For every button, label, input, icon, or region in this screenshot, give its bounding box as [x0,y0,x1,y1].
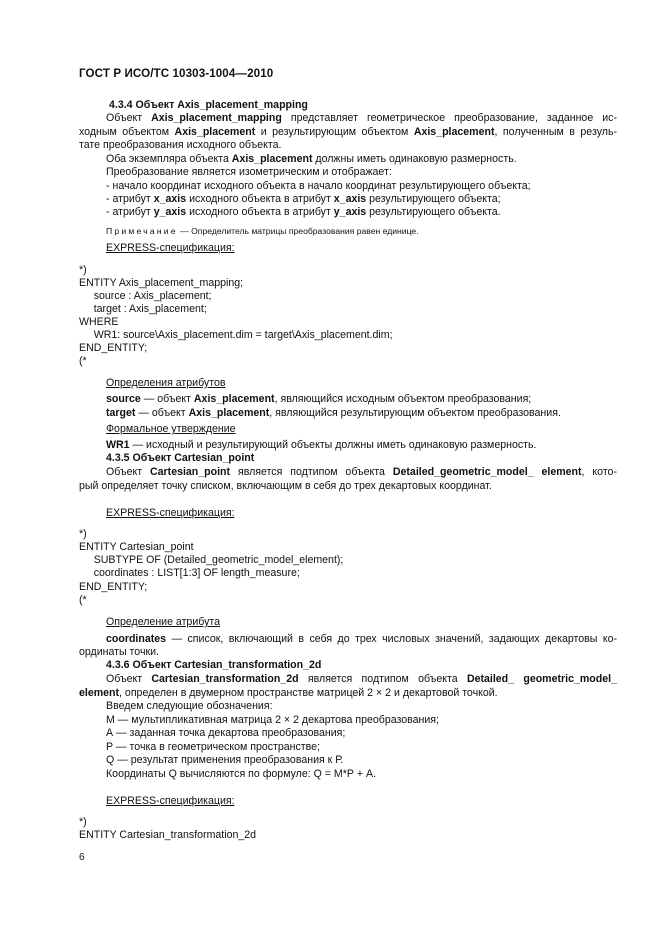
code-line: *) [79,528,87,540]
paragraph-line: Объект Cartesian_point является подтипом объекта Detailed_geometric_model_ element, кото- [106,466,617,478]
paragraph-line: Оба экземпляра объекта Axis_placement должны иметь одинаковую размерность. [106,153,517,165]
note: Примечание — Определитель матрицы преобразования равен единице. [106,226,419,236]
paragraph-line: Введем следующие обозначения: [106,700,273,712]
list-item: - атрибут x_axis исходного объекта в атрибут x_axis результирующего объекта; [106,193,501,205]
code-line: *) [79,264,87,276]
definition-item: М — мультипликативная матрица 2 × 2 декартова преобразования; [106,714,439,726]
paragraph-line: ходным объектом Axis_placement и результирующим объектом Axis_placement, полученным в резуль- [79,126,617,138]
definition-item: Координаты Q вычисляются по формуле: Q = М*Р + А. [106,768,377,780]
paragraph-line: Объект Axis_placement_mapping представляет геометрическое преобразование, заданное ис- [106,112,617,124]
paragraph-line: тате преобразования исходного объекта. [79,139,282,151]
code-line: coordinates : LIST[1:3] OF length_measure; [79,567,300,579]
code-line: END_ENTITY; [79,581,148,593]
rule-definition: WR1 — исходный и результирующий объекты должны иметь одинаковую размерность. [106,439,537,451]
attribute-definition: source — объект Axis_placement, являющийся исходным объектом преобразования; [106,393,532,405]
attribute-definition: target — объект Axis_placement, являющийся результирующим объектом преобразования. [106,407,561,419]
code-line: (* [79,355,87,367]
attributes-heading: Определения атрибутов [106,377,226,389]
attribute-definition: coordinates — список, включающий в себя до трех числовых значений, задающих декартовы ко- [106,633,617,645]
code-line: ENTITY Cartesian_transformation_2d [79,829,257,841]
list-item: - начало координат исходного объекта в начало координат результирующего объекта; [106,180,531,192]
section-heading-434: 4.3.4 Объект Axis_placement_mapping [109,99,308,111]
definition-item: Q — результат применения преобразования к Р. [106,754,344,766]
express-heading: EXPRESS-спецификация: [106,507,235,519]
section-heading-435: 4.3.5 Объект Cartesian_point [106,452,255,464]
attribute-heading: Определение атрибута [106,616,221,628]
document-header: ГОСТ Р ИСО/ТС 10303-1004—2010 [79,67,274,80]
code-line: WR1: source\Axis_placement.dim = target\Axis_placement.dim; [79,329,393,341]
definition-item: Р — точка в геометрическом пространстве; [106,741,321,753]
paragraph-line: рый определяет точку списком, включающим в себя до трех декартовых координат. [79,480,492,492]
express-heading: EXPRESS-спецификация: [106,795,235,807]
code-line: ENTITY Cartesian_point [79,541,194,553]
formal-heading: Формальное утверждение [106,423,236,435]
code-line: SUBTYPE OF (Detailed_geometric_model_element); [79,554,344,566]
code-line: (* [79,594,87,606]
code-line: target : Axis_placement; [79,303,207,315]
page-number: 6 [79,852,85,863]
code-line: ENTITY Axis_placement_mapping; [79,277,244,289]
code-line: *) [79,816,87,828]
section-heading-436: 4.3.6 Объект Cartesian_transformation_2d [106,659,322,671]
definition-item: А — заданная точка декартова преобразования; [106,727,346,739]
attribute-definition: ординаты точки. [79,646,159,658]
express-heading: EXPRESS-спецификация: [106,242,235,254]
paragraph-line: Объект Cartesian_transformation_2d является подтипом объекта Detailed_ geometric_model_ [106,673,617,685]
code-line: WHERE [79,316,119,328]
code-line: END_ENTITY; [79,342,148,354]
paragraph-line: element, определен в двумерном пространстве матрицей 2 × 2 и декартовой точкой. [79,687,498,699]
paragraph-line: Преобразование является изометрическим и отображает: [106,166,392,178]
code-line: source : Axis_placement; [79,290,212,302]
list-item: - атрибут y_axis исходного объекта в атрибут y_axis результирующего объекта. [106,206,501,218]
